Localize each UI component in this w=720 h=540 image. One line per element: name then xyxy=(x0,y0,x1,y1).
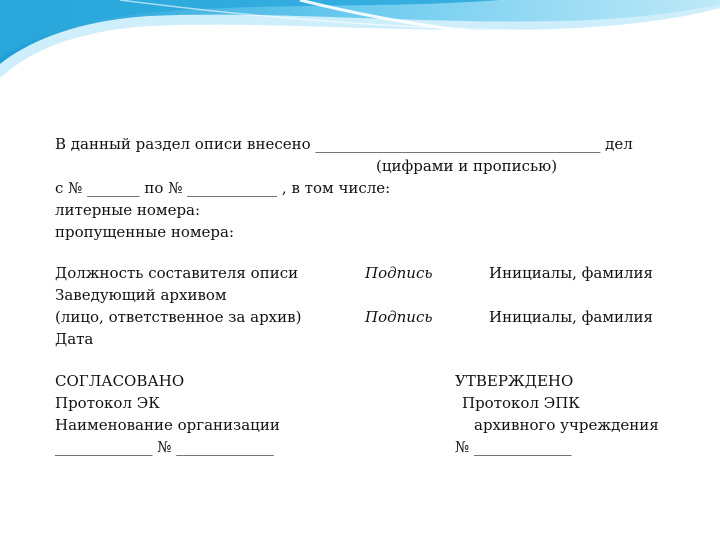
initials-label-1: Инициалы, фамилия xyxy=(489,264,654,282)
approved-title: УТВЕРЖДЕНО xyxy=(455,372,574,390)
section-count-line: В данный раздел описи внесено ______________________________________ дел xyxy=(55,135,633,153)
approved-institution: архивного учреждения xyxy=(474,416,659,434)
missing-numbers-label: пропущенные номера: xyxy=(55,223,235,241)
signature-label-2: Подпись xyxy=(365,308,433,326)
date-label: Дата xyxy=(55,330,94,348)
agreed-title: СОГЛАСОВАНО xyxy=(55,372,185,390)
initials-label-2: Инициалы, фамилия xyxy=(489,308,654,326)
compiler-position-label: Должность составителя описи xyxy=(55,264,299,282)
lettered-numbers-label: литерные номера: xyxy=(55,201,201,219)
approved-protocol: Протокол ЭПК xyxy=(462,394,580,412)
signature-label-1: Подпись xyxy=(365,264,433,282)
responsible-person-label: (лицо, ответственное за архив) xyxy=(55,308,302,326)
section-range-line: с № _______ по № ____________ , в том числе: xyxy=(55,179,391,197)
header-wave-decoration xyxy=(0,0,720,110)
agreed-org-name: Наименование организации xyxy=(55,416,280,434)
approved-number-line: № _____________ xyxy=(455,438,572,456)
agreed-number-line: _____________ № _____________ xyxy=(55,438,274,456)
archive-head-label: Заведующий архивом xyxy=(55,286,227,304)
agreed-protocol: Протокол ЭК xyxy=(55,394,160,412)
section-count-hint: (цифрами и прописью) xyxy=(376,157,558,175)
